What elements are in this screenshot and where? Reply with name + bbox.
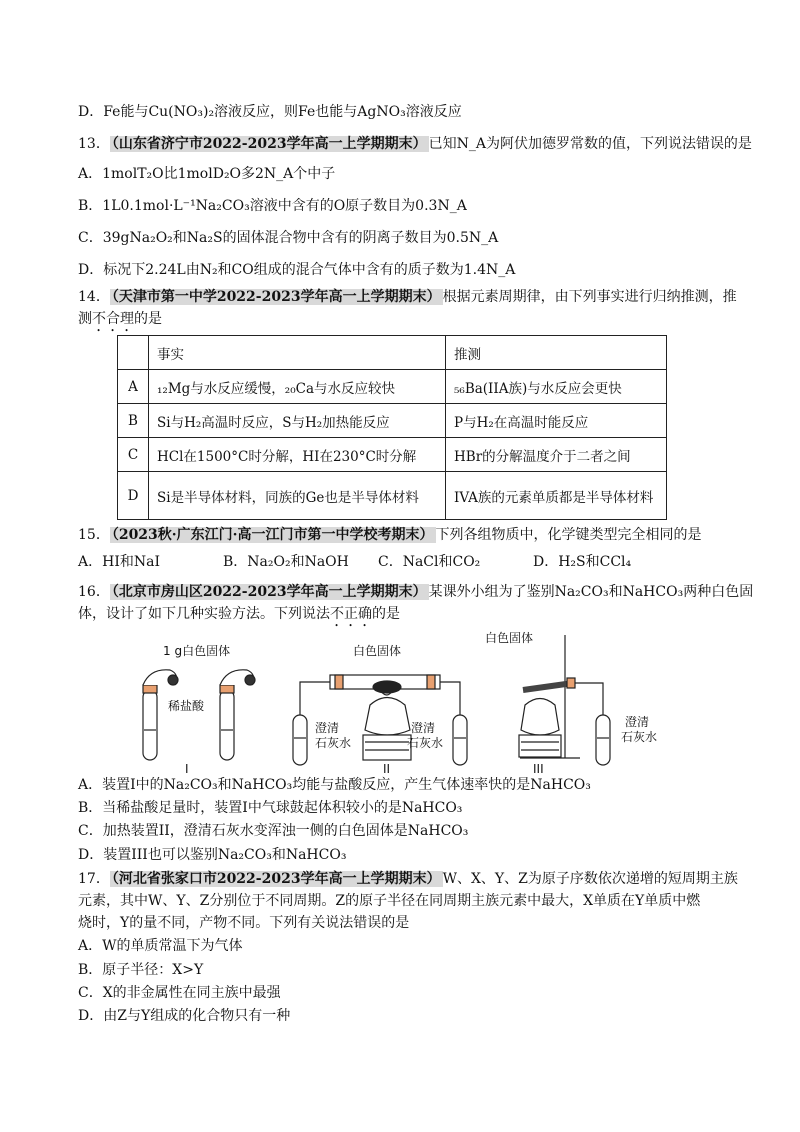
q14-stem2-pre: 测 [78, 311, 92, 327]
q14-stem: 根据元素周期律，由下列事实进行归纳推测，推 [442, 289, 737, 305]
q17-stem-line [78, 869, 740, 889]
device-3 [519, 635, 610, 765]
fig-label-solid-2: 白色固体 [353, 644, 402, 658]
q13-stem-line [78, 134, 752, 154]
table-cell: C [118, 438, 149, 472]
table-header-row [118, 336, 667, 370]
q15-source: （2023秋·广东江门·高一江门市第一中学校考期末） [111, 527, 434, 543]
table-cell: Si是半导体材料，同族的Ge也是半导体材料 [149, 472, 446, 520]
table-cell: A [118, 370, 149, 404]
q13-option-b: B．1L0.1mol·L⁻¹Na₂CO₃溶液中含有的O原子数目为0.3N_A [78, 198, 467, 214]
q13-option-d: D．标况下2.24L由N₂和CO组成的混合气体中含有的质子数为1.4N_A [78, 262, 516, 278]
q16-apparatus-figure [125, 630, 685, 775]
q14-emphasis: 不合理 [92, 311, 134, 327]
q14-stem2-post: 的是 [134, 311, 162, 327]
table-row [118, 472, 667, 520]
fig-label-solid-3: 白色固体 [485, 631, 534, 645]
q12-option-d: D．Fe能与Cu(NO₃)₂溶液反应，则Fe也能与AgNO₃溶液反应 [78, 104, 462, 120]
q15-option-a: A．HI和NaI [78, 554, 160, 570]
q14-stem-line-2 [78, 309, 740, 335]
table-cell: HCl在1500°C时分解，HI在230°C时分解 [149, 438, 446, 472]
q14-table [117, 335, 667, 520]
q16-emphasis: 不正确 [330, 606, 372, 622]
q16-option-c: C．加热装置II，澄清石灰水变浑浊一侧的白色固体是NaHCO₃ [78, 823, 469, 839]
table-header-cell: 推测 [446, 336, 667, 370]
q13-stem: 已知N_A为阿伏加德罗常数的值，下列说法错误的是 [428, 136, 752, 152]
table-cell: P与H₂在高温时能反应 [446, 404, 667, 438]
q17-stem-line-3: 烧时，Y的量不同，产物不同。下列有关说法错误的是 [78, 915, 410, 931]
q14-number: 14． [78, 289, 110, 305]
fig-number-2: II [383, 762, 391, 775]
q13-number: 13． [78, 136, 110, 152]
table-row [118, 438, 667, 472]
fig-label-solid-1: 1 g白色固体 [163, 644, 231, 658]
q16-option-a: A．装置I中的Na₂CO₃和NaHCO₃均能与盐酸反应，产生气体速率快的是NaHCO₃ [78, 777, 591, 793]
table-cell: Si与H₂高温时反应，S与H₂加热能反应 [149, 404, 446, 438]
q15-stem: 下列各组物质中，化学键类型完全相同的是 [435, 527, 702, 543]
device-1 [143, 670, 255, 760]
q16-stem-line-2 [78, 604, 740, 630]
q17-option-a: A．W的单质常温下为气体 [78, 938, 243, 954]
q15-stem-line [78, 525, 740, 545]
table-cell: D [118, 472, 149, 520]
q13-source: （山东省济宁市2022-2023学年高一上学期期末） [111, 136, 427, 152]
fig-number-3: III [533, 762, 544, 775]
q15-option-c: C．NaCl和CO₂ [378, 554, 481, 570]
q16-stem: 某课外小组为了鉴别Na₂CO₃和NaHCO₃两种白色固 [428, 584, 754, 600]
q13-option-c: C．39gNa₂O₂和Na₂S的固体混合物中含有的阴离子数目为0.5N_A [78, 230, 499, 246]
q14-source: （天津市第一中学2022-2023学年高一上学期期末） [111, 289, 441, 305]
table-row [118, 404, 667, 438]
q14-stem-line [78, 287, 740, 307]
fig-label-acid: 稀盐酸 [168, 699, 205, 713]
table-cell: ₁₂Mg与水反应缓慢，₂₀Ca与水反应较快 [149, 370, 446, 404]
table-cell: ₅₆Ba(IIA族)与水反应会更快 [446, 370, 667, 404]
q16-stem2-post: 的是 [372, 606, 400, 622]
q17-source: （河北省张家口市2022-2023学年高一上学期期末） [111, 871, 441, 887]
q17-stem-line-2: 元素，其中W、Y、Z分别位于不同周期。Z的原子半径在同周期主族元素中最大，X单质在Y单质中燃 [78, 893, 701, 909]
fig-label-lime-right: 澄清 [411, 721, 436, 735]
fig-label-lime-left: 澄清 [315, 721, 340, 735]
fig-label-lime-left-2: 石灰水 [315, 736, 352, 750]
table-header-cell: 事实 [149, 336, 446, 370]
q17-option-c: C．X的非金属性在同主族中最强 [78, 985, 281, 1001]
q17-option-b: B．原子半径：X>Y [78, 962, 204, 978]
table-row [118, 370, 667, 404]
device-2 [293, 675, 467, 765]
q15-option-d: D．H₂S和CCl₄ [533, 554, 632, 570]
q16-stem2-pre: 体，设计了如下几种实验方法。下列说法 [78, 606, 330, 622]
fig-label-lime-right-2: 石灰水 [407, 736, 444, 750]
q13-option-a: A．1molT₂O比1molD₂O多2N_A个中子 [78, 166, 336, 182]
table-header-cell [118, 336, 149, 370]
table-cell: B [118, 404, 149, 438]
q16-stem-line [78, 582, 754, 602]
q16-option-d: D．装置III也可以鉴别Na₂CO₃和NaHCO₃ [78, 847, 347, 863]
q16-option-b: B．当稀盐酸足量时，装置I中气球鼓起体积较小的是NaHCO₃ [78, 800, 463, 816]
table-cell: IVA族的元素单质都是半导体材料 [446, 472, 667, 520]
fig-label-lime-3b: 石灰水 [621, 730, 658, 744]
fig-label-lime-3: 澄清 [625, 715, 650, 729]
q17-option-d: D．由Z与Y组成的化合物只有一种 [78, 1008, 291, 1024]
q15-option-b: B．Na₂O₂和NaOH [223, 554, 349, 570]
q17-number: 17． [78, 871, 110, 887]
q16-number: 16． [78, 584, 110, 600]
q15-number: 15． [78, 527, 110, 543]
fig-number-1: I [185, 762, 189, 775]
q17-stem: W、X、Y、Z为原子序数依次递增的短周期主族 [442, 871, 738, 887]
table-cell: HBr的分解温度介于二者之间 [446, 438, 667, 472]
q16-source: （北京市房山区2022-2023学年高一上学期期末） [111, 584, 427, 600]
